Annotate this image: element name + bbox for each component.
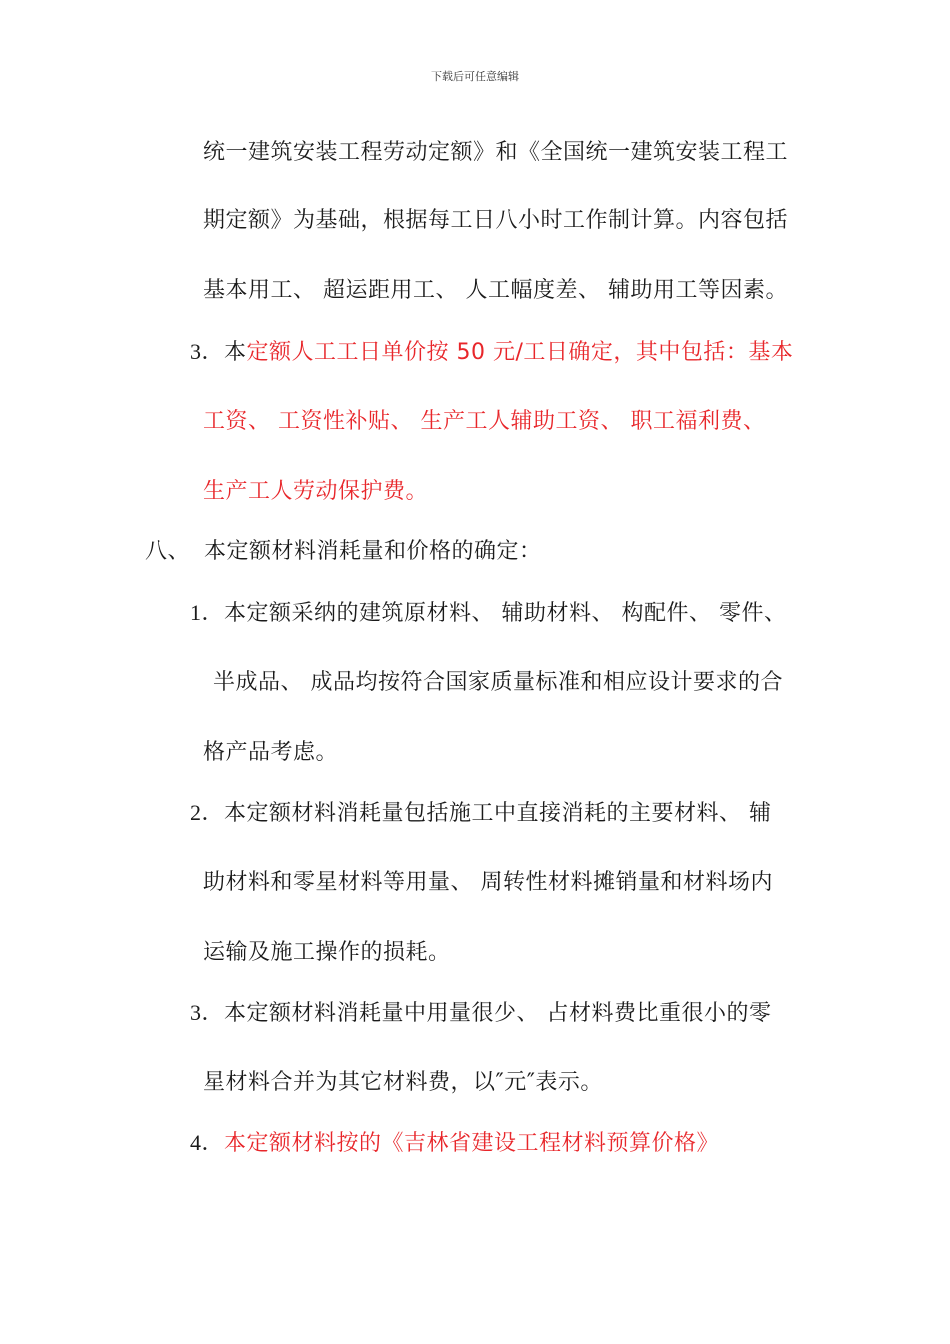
list-marker: 2．	[190, 800, 225, 825]
list-item-text: 本定额材料消耗量中用量很少、 占材料费比重很小的零	[224, 1001, 772, 1026]
paragraph-line: 星材料合并为其它材料费，以″元″表示。	[203, 1070, 603, 1095]
page-header: 下载后可任意编辑	[431, 70, 519, 83]
paragraph-line: 期定额》为基础，根据每工日八小时工作制计算。内容包括	[203, 208, 789, 233]
list-marker: 1．	[190, 600, 225, 625]
list-item-4	[190, 1128, 719, 1159]
list-item-text: 本定额材料消耗量包括施工中直接消耗的主要材料、 辅	[224, 801, 772, 826]
list-marker: 4．	[190, 1130, 225, 1155]
section-heading	[145, 537, 542, 567]
paragraph-line: 助材料和零星材料等用量、 周转性材料摊销量和材料场内	[203, 870, 773, 895]
section-title: 本定额材料消耗量和价格的确定：	[204, 539, 542, 564]
paragraph-line: 格产品考虑。	[203, 740, 339, 765]
highlighted-text: 工资、 工资性补贴、 生产工人辅助工资、 职工福利费、	[203, 409, 766, 434]
paragraph-line: 基本用工、 超运距用工、 人工幅度差、 辅助用工等因素。	[203, 278, 788, 303]
list-item-1	[190, 598, 787, 629]
paragraph-line: 运输及施工操作的损耗。	[203, 940, 451, 965]
paragraph-line: 半成品、 成品均按符合国家质量标准和相应设计要求的合	[213, 670, 783, 695]
paragraph-line: 统一建筑安装工程劳动定额》和《全国统一建筑安装工程工	[203, 140, 789, 165]
list-marker: 3．	[190, 1000, 225, 1025]
list-item-3-labor	[190, 337, 793, 368]
highlighted-text: 定额人工工日单价按 50 元/工日确定，其中包括：基本	[246, 340, 794, 365]
section-marker: 八、	[145, 539, 191, 564]
highlighted-text: 生产工人劳动保护费。	[203, 479, 429, 504]
list-marker: 3．	[190, 339, 225, 364]
list-item-lead: 本	[224, 340, 247, 365]
list-item-2	[190, 798, 772, 829]
list-item-3	[190, 998, 772, 1029]
list-item-text: 本定额采纳的建筑原材料、 辅助材料、 构配件、 零件、	[224, 601, 787, 626]
highlighted-text: 本定额材料按的《吉林省建设工程材料预算价格》	[224, 1131, 720, 1156]
